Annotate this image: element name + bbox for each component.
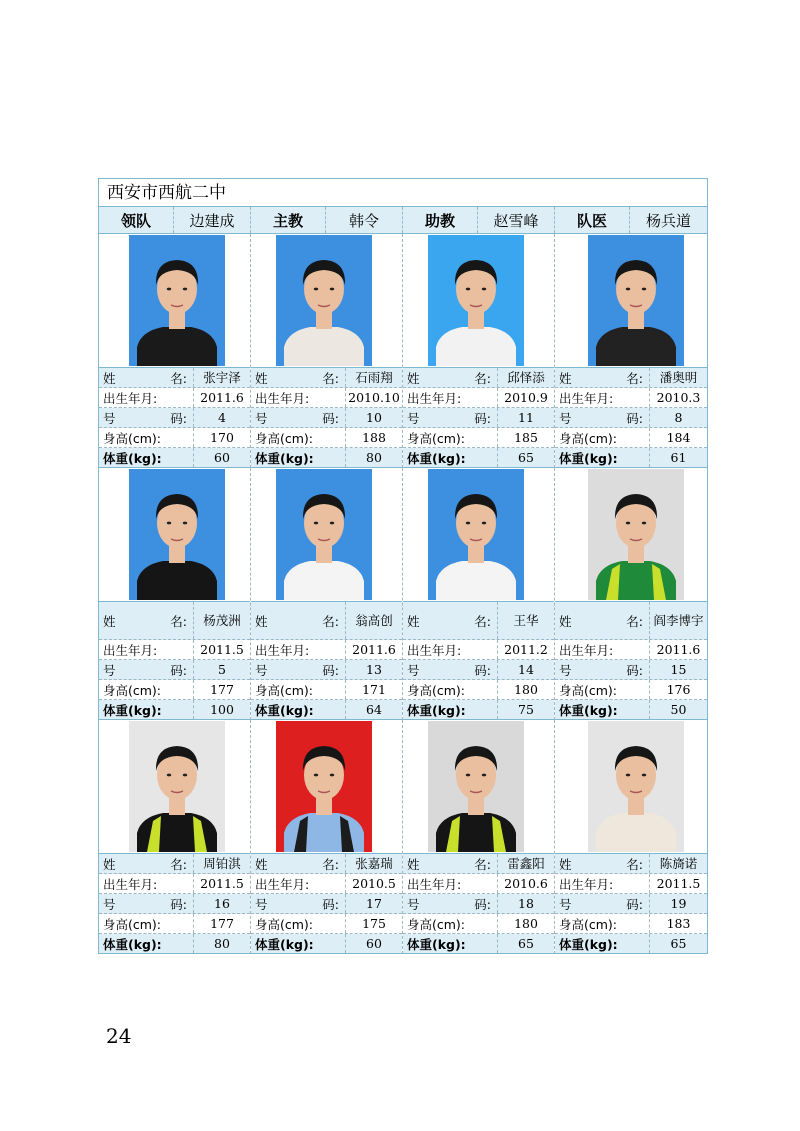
weight-row: [99, 934, 250, 954]
player-photo: [428, 235, 524, 366]
height-label: 身高(cm):: [403, 680, 498, 699]
number-row: [403, 660, 554, 680]
player-photo: [428, 469, 524, 600]
height-row: [99, 680, 250, 700]
birth-row: [555, 640, 707, 660]
number-row: [555, 894, 707, 914]
photo-cell: [555, 720, 707, 854]
player-number: 13: [366, 662, 382, 677]
birth-label: 出生年月:: [555, 640, 650, 659]
name-label: 姓 名:: [555, 602, 650, 639]
player-photo: [129, 469, 225, 600]
weight-row: [555, 448, 707, 468]
player-number: 5: [218, 662, 226, 677]
weight-label: 体重(kg):: [251, 448, 346, 467]
player-weight: 100: [210, 702, 234, 717]
player-height: 180: [514, 682, 538, 697]
weight-row: [555, 700, 707, 720]
height-label: 身高(cm):: [403, 914, 498, 933]
weight-row: [99, 700, 250, 720]
height-row: [403, 680, 554, 700]
photo-cell: [555, 234, 707, 368]
weight-label: 体重(kg):: [99, 934, 194, 953]
height-row: [403, 428, 554, 448]
staff-name-doctor: 杨兵道: [645, 211, 691, 230]
photo-cell: [403, 468, 554, 602]
height-label: 身高(cm):: [555, 428, 650, 447]
player-number: 19: [670, 896, 687, 911]
name-label: 姓 名:: [99, 602, 194, 639]
photo-cell: [555, 468, 707, 602]
team-name: 西安市西航二中: [98, 178, 708, 206]
name-row: [251, 368, 402, 388]
player-row: [98, 234, 708, 468]
photo-cell: [403, 234, 554, 368]
player-number: 8: [674, 410, 683, 425]
player-name: 陈旖诺: [659, 856, 698, 871]
player-name: 王华: [513, 613, 539, 628]
weight-row: [403, 448, 554, 468]
photo-cell: [251, 720, 402, 854]
player-birth: 2010.10: [348, 390, 400, 405]
staff-name-assistant: 赵雪峰: [478, 207, 555, 233]
number-row: [251, 408, 402, 428]
player-portrait-image: [428, 721, 524, 852]
name-row: [251, 854, 402, 874]
name-row: [555, 854, 707, 874]
photo-cell: [251, 234, 402, 368]
number-row: [99, 660, 250, 680]
staff-role-head-coach: 主教: [251, 207, 326, 233]
number-label: 号 码:: [403, 408, 498, 427]
name-label: 姓 名:: [99, 854, 194, 873]
player-name: 阎李博宇: [653, 613, 704, 628]
height-label: 身高(cm):: [99, 914, 194, 933]
name-row: [99, 854, 250, 874]
photo-cell: [403, 720, 554, 854]
number-label: 号 码:: [403, 660, 498, 679]
player-photo: [588, 469, 684, 600]
height-row: [251, 428, 402, 448]
player-height: 180: [514, 916, 538, 931]
player-number: 17: [366, 896, 382, 911]
player-photo: [276, 721, 372, 852]
weight-label: 体重(kg):: [555, 700, 650, 719]
player-birth: 2011.2: [504, 642, 548, 657]
player-name: 张嘉瑞: [355, 856, 393, 871]
player-photo: [276, 235, 372, 366]
number-row: [251, 894, 402, 914]
player-weight: 80: [214, 936, 230, 951]
birth-row: [555, 388, 707, 408]
number-row: [99, 408, 250, 428]
player-weight: 75: [518, 702, 534, 717]
birth-label: 出生年月:: [99, 640, 194, 659]
staff-role-leader: 领队: [99, 207, 174, 233]
number-label: 号 码:: [251, 660, 346, 679]
number-label: 号 码:: [403, 894, 498, 913]
player-portrait-image: [129, 235, 225, 366]
player-grid: [98, 234, 708, 954]
birth-label: 出生年月:: [403, 874, 498, 893]
birth-row: [403, 640, 554, 660]
birth-label: 出生年月:: [251, 874, 346, 893]
height-row: [555, 914, 707, 934]
player-weight: 80: [366, 450, 382, 465]
player-name: 潘奥明: [659, 370, 698, 385]
player-card: [251, 720, 403, 954]
number-label: 号 码:: [99, 408, 194, 427]
number-label: 号 码:: [251, 894, 346, 913]
height-row: [99, 428, 250, 448]
staff-name-head-coach: 韩令: [326, 207, 403, 233]
name-row: [555, 602, 707, 640]
player-portrait-image: [129, 721, 225, 852]
player-number: 10: [366, 410, 382, 425]
player-height: 177: [210, 916, 234, 931]
player-portrait-image: [588, 235, 684, 366]
birth-row: [251, 874, 402, 894]
player-weight: 60: [366, 936, 382, 951]
player-birth: 2011.6: [200, 390, 244, 405]
weight-row: [555, 934, 707, 954]
player-birth: 2011.6: [352, 642, 396, 657]
name-label: 姓 名:: [403, 602, 498, 639]
name-row: [555, 368, 707, 388]
name-label: 姓 名:: [251, 368, 346, 387]
height-row: [403, 914, 554, 934]
height-label: 身高(cm):: [251, 428, 346, 447]
birth-label: 出生年月:: [403, 640, 498, 659]
player-birth: 2011.6: [656, 642, 701, 657]
birth-label: 出生年月:: [251, 640, 346, 659]
name-row: [403, 368, 554, 388]
height-row: [251, 914, 402, 934]
staff-row: [98, 206, 708, 234]
birth-label: 出生年月:: [555, 874, 650, 893]
birth-row: [403, 388, 554, 408]
player-card: [555, 720, 707, 954]
staff-role-doctor: 队医: [555, 207, 630, 233]
number-row: [555, 660, 707, 680]
height-label: 身高(cm):: [251, 914, 346, 933]
height-label: 身高(cm):: [251, 680, 346, 699]
player-portrait-image: [276, 469, 372, 600]
player-height: 170: [210, 430, 234, 445]
player-name: 周铂淇: [203, 856, 241, 871]
player-name: 杨茂洲: [203, 613, 241, 628]
player-height: 176: [666, 682, 691, 697]
player-height: 188: [362, 430, 386, 445]
photo-cell: [99, 468, 250, 602]
player-photo: [129, 721, 225, 852]
player-portrait-image: [428, 469, 524, 600]
player-number: 4: [218, 410, 226, 425]
weight-row: [403, 934, 554, 954]
player-weight: 65: [518, 450, 534, 465]
name-label: 姓 名:: [403, 368, 498, 387]
player-birth: 2011.5: [200, 642, 244, 657]
player-weight: 50: [670, 702, 687, 717]
number-label: 号 码:: [555, 894, 650, 913]
player-name: 邱怿添: [507, 370, 545, 385]
name-row: [403, 854, 554, 874]
player-number: 14: [518, 662, 534, 677]
weight-row: [251, 700, 402, 720]
player-name: 石雨翔: [355, 370, 393, 385]
height-label: 身高(cm):: [555, 680, 650, 699]
weight-label: 体重(kg):: [403, 700, 498, 719]
player-height: 171: [362, 682, 386, 697]
name-label: 姓 名:: [555, 854, 650, 873]
player-card: [99, 720, 251, 954]
player-birth: 2010.3: [656, 390, 701, 405]
player-portrait-image: [428, 235, 524, 366]
height-row: [555, 680, 707, 700]
height-label: 身高(cm):: [99, 428, 194, 447]
height-row: [99, 914, 250, 934]
player-birth: 2010.5: [352, 876, 396, 891]
player-number: 11: [518, 410, 534, 425]
weight-label: 体重(kg):: [403, 934, 498, 953]
birth-row: [99, 388, 250, 408]
player-weight: 65: [518, 936, 534, 951]
player-weight: 65: [670, 936, 687, 951]
birth-row: [99, 874, 250, 894]
number-row: [555, 408, 707, 428]
player-name: 张宇泽: [203, 370, 241, 385]
player-portrait-image: [588, 469, 684, 600]
player-card: [99, 468, 251, 720]
weight-label: 体重(kg):: [99, 700, 194, 719]
player-birth: 2011.5: [656, 876, 701, 891]
name-label: 姓 名:: [251, 854, 346, 873]
height-row: [555, 428, 707, 448]
player-weight: 60: [214, 450, 230, 465]
name-row: [99, 368, 250, 388]
player-card: [555, 234, 707, 468]
number-row: [99, 894, 250, 914]
staff-name-leader: 边建成: [174, 207, 251, 233]
weight-label: 体重(kg):: [251, 700, 346, 719]
weight-row: [403, 700, 554, 720]
name-label: 姓 名:: [251, 602, 346, 639]
height-label: 身高(cm):: [403, 428, 498, 447]
name-label: 姓 名:: [555, 368, 650, 387]
player-name: 翁高创: [355, 613, 393, 628]
player-height: 177: [210, 682, 234, 697]
birth-label: 出生年月:: [99, 388, 194, 407]
birth-row: [99, 640, 250, 660]
player-photo: [588, 235, 684, 366]
staff-role-assistant: 助教: [403, 207, 478, 233]
player-name: 雷鑫阳: [507, 856, 545, 871]
birth-row: [555, 874, 707, 894]
player-weight: 64: [366, 702, 382, 717]
height-label: 身高(cm):: [555, 914, 650, 933]
player-card: [403, 234, 555, 468]
player-photo: [428, 721, 524, 852]
player-photo: [588, 721, 684, 852]
photo-cell: [99, 720, 250, 854]
player-portrait-image: [588, 721, 684, 852]
player-card: [555, 468, 707, 720]
birth-label: 出生年月:: [403, 388, 498, 407]
player-row: [98, 468, 708, 720]
photo-cell: [251, 468, 402, 602]
player-height: 175: [362, 916, 386, 931]
weight-label: 体重(kg):: [99, 448, 194, 467]
weight-row: [251, 448, 402, 468]
weight-label: 体重(kg):: [251, 934, 346, 953]
number-label: 号 码:: [251, 408, 346, 427]
number-row: [251, 660, 402, 680]
player-card: [99, 234, 251, 468]
player-row: [98, 720, 708, 954]
player-height: 183: [666, 916, 691, 931]
player-height: 184: [666, 430, 691, 445]
name-row: [403, 602, 554, 640]
roster-sheet: [98, 178, 708, 954]
weight-label: 体重(kg):: [403, 448, 498, 467]
player-portrait-image: [129, 469, 225, 600]
player-weight: 61: [670, 450, 687, 465]
birth-row: [251, 640, 402, 660]
name-row: [99, 602, 250, 640]
weight-row: [251, 934, 402, 954]
player-birth: 2010.9: [504, 390, 548, 405]
name-label: 姓 名:: [403, 854, 498, 873]
birth-row: [403, 874, 554, 894]
number-label: 号 码:: [555, 660, 650, 679]
photo-cell: [99, 234, 250, 368]
birth-label: 出生年月:: [251, 388, 346, 407]
player-photo: [129, 235, 225, 366]
birth-row: [251, 388, 402, 408]
number-row: [403, 408, 554, 428]
weight-row: [99, 448, 250, 468]
player-number: 16: [214, 896, 230, 911]
player-card: [251, 234, 403, 468]
player-card: [251, 468, 403, 720]
player-photo: [276, 469, 372, 600]
birth-label: 出生年月:: [555, 388, 650, 407]
number-label: 号 码:: [555, 408, 650, 427]
player-number: 15: [670, 662, 687, 677]
player-height: 185: [514, 430, 538, 445]
height-row: [251, 680, 402, 700]
birth-label: 出生年月:: [99, 874, 194, 893]
player-card: [403, 720, 555, 954]
page-number: 24: [106, 1024, 132, 1048]
number-label: 号 码:: [99, 894, 194, 913]
name-row: [251, 602, 402, 640]
height-label: 身高(cm):: [99, 680, 194, 699]
player-birth: 2010.6: [504, 876, 548, 891]
name-label: 姓 名:: [99, 368, 194, 387]
player-card: [403, 468, 555, 720]
player-birth: 2011.5: [200, 876, 244, 891]
player-portrait-image: [276, 721, 372, 852]
weight-label: 体重(kg):: [555, 448, 650, 467]
player-number: 18: [518, 896, 534, 911]
weight-label: 体重(kg):: [555, 934, 650, 953]
player-portrait-image: [276, 235, 372, 366]
number-label: 号 码:: [99, 660, 194, 679]
number-row: [403, 894, 554, 914]
